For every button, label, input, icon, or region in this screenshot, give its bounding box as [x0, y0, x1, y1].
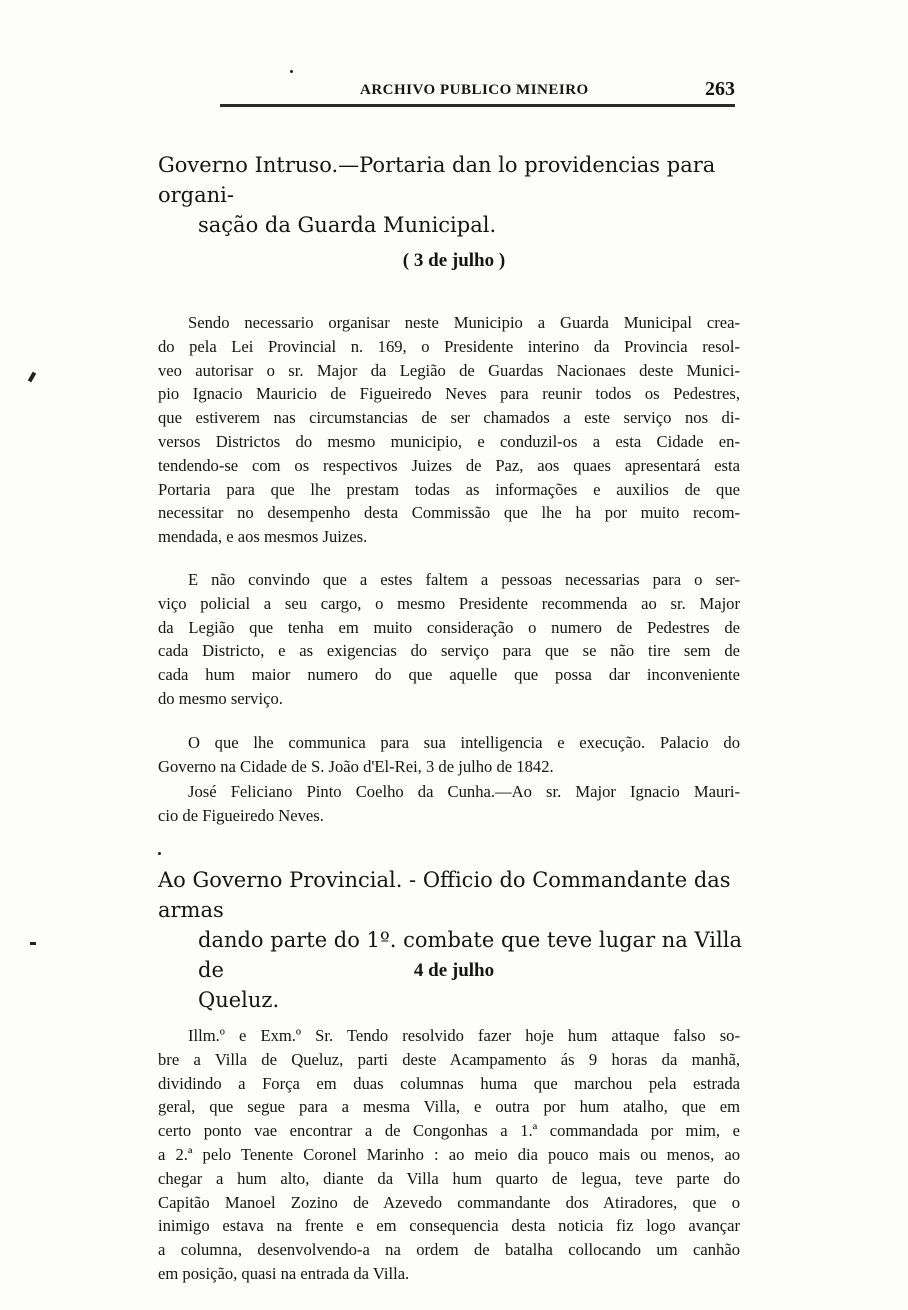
page-number: 263: [705, 78, 735, 100]
text-line: tendendo-se com os respectivos Juizes de Paz, aos quaes apresentará esta: [158, 455, 740, 475]
text-line: a columna, desenvolvendo-a na ordem de batalha collocando um canhão: [158, 1240, 740, 1260]
print-speck: [290, 70, 293, 73]
text-line: Illm.º e Exm.º Sr. Tendo resolvido fazer hoje hum attaque falso so-: [188, 1026, 740, 1045]
section1-date: ( 3 de julho ): [402, 250, 506, 271]
text-line: versos Districtos do mesmo municipio, e conduzil-os a esta Cidade en-: [158, 431, 740, 451]
section1-signature: [158, 780, 740, 828]
text-line: Capitão Manoel Zozino de Azevedo commandante dos Atiradores, que o: [158, 1192, 740, 1212]
section1-title: [158, 150, 748, 240]
text-line: em posição, quasi na entrada da Villa.: [158, 1263, 410, 1283]
text-line: da Legião que tenha em muito consideração o numero de Pedestres de: [158, 617, 740, 637]
section2-paragraph-1: [158, 1024, 740, 1286]
running-title: ARCHIVO PUBLICO MINEIRO: [360, 82, 589, 98]
text-line: Governo na Cidade de S. João d'El-Rei, 3 de julho de 1842.: [158, 756, 554, 776]
section1-paragraph-3: [158, 731, 740, 779]
text-line: E não convindo que a estes faltem a pessoas necessarias para o ser-: [188, 570, 740, 589]
text-line: necessitar no desempenho desta Commissão que lhe ha por muito recom-: [158, 503, 740, 523]
section2-date: 4 de julho: [413, 960, 495, 981]
page-header: [220, 74, 735, 104]
text-line: certo ponto vae encontrar a de Congonhas a 1.ª commandada por mim, e: [158, 1121, 740, 1141]
print-speck: [158, 852, 161, 855]
text-line: pio Ignacio Mauricio de Figueiredo Neves para reunir todos os Pedestres,: [158, 384, 740, 404]
section1-title-line2: sação da Guarda Municipal.: [198, 213, 497, 237]
text-line: inimigo estava na frente e em consequencia desta noticia fiz logo avançar: [158, 1216, 740, 1236]
section2-title-line2: dando parte do 1º. combate que teve lugar na Villa de: [198, 928, 742, 982]
text-line: geral, que segue para a mesma Villa, e outra por hum atalho, que em: [158, 1097, 740, 1117]
text-line: cio de Figueiredo Neves.: [158, 805, 324, 825]
section1-title-line1: Governo Intruso.—Portaria dan lo providencias para organi-: [158, 153, 716, 207]
section2-title: [158, 865, 748, 1015]
text-line: cada hum maior numero do que aquelle que possa dar inconveniente: [158, 665, 740, 685]
text-line: chegar a hum alto, diante da Villa hum quarto de legua, teve parte do: [158, 1168, 740, 1188]
text-line: que estiverem nas circumstancias de ser chamados a este serviço nos di-: [158, 408, 740, 428]
section2-title-line3: Queluz.: [198, 988, 280, 1012]
section1-paragraph-2: [158, 568, 740, 711]
text-line: bre a Villa de Queluz, parti deste Acampamento ás 9 horas da manhã,: [158, 1049, 740, 1069]
text-line: Sendo necessario organisar neste Municipio a Guarda Municipal crea-: [188, 313, 740, 332]
print-speck: [28, 372, 36, 383]
text-line: do mesmo serviço.: [158, 688, 283, 708]
text-line: a 2.ª pelo Tenente Coronel Marinho : ao meio dia pouco mais ou menos, ao: [158, 1144, 740, 1164]
text-line: dividindo a Força em duas columnas huma que marchou pela estrada: [158, 1073, 740, 1093]
section2-title-line1: Ao Governo Provincial. - Officio do Commandante das armas: [158, 868, 731, 922]
text-line: veo autorisar o sr. Major da Legião de Guardas Nacionaes deste Munici-: [158, 360, 740, 380]
section1-paragraph-1: [158, 311, 740, 549]
text-line: do pela Lei Provincial n. 169, o Presidente interino da Provincia resol-: [158, 336, 740, 356]
text-line: Portaria para que lhe prestam todas as informações e auxilios de que: [158, 479, 740, 499]
header-rule: [220, 104, 735, 107]
print-speck: [30, 942, 36, 945]
text-line: O que lhe communica para sua intelligencia e execução. Palacio do: [188, 733, 740, 752]
text-line: José Feliciano Pinto Coelho da Cunha.—Ao sr. Major Ignacio Mauri-: [188, 782, 740, 801]
text-line: viço policial a seu cargo, o mesmo Presidente recommenda ao sr. Major: [158, 593, 740, 613]
text-line: mendada, e aos mesmos Juizes.: [158, 527, 368, 547]
text-line: cada Districto, e as exigencias do serviço para que se não tire sem de: [158, 641, 740, 661]
